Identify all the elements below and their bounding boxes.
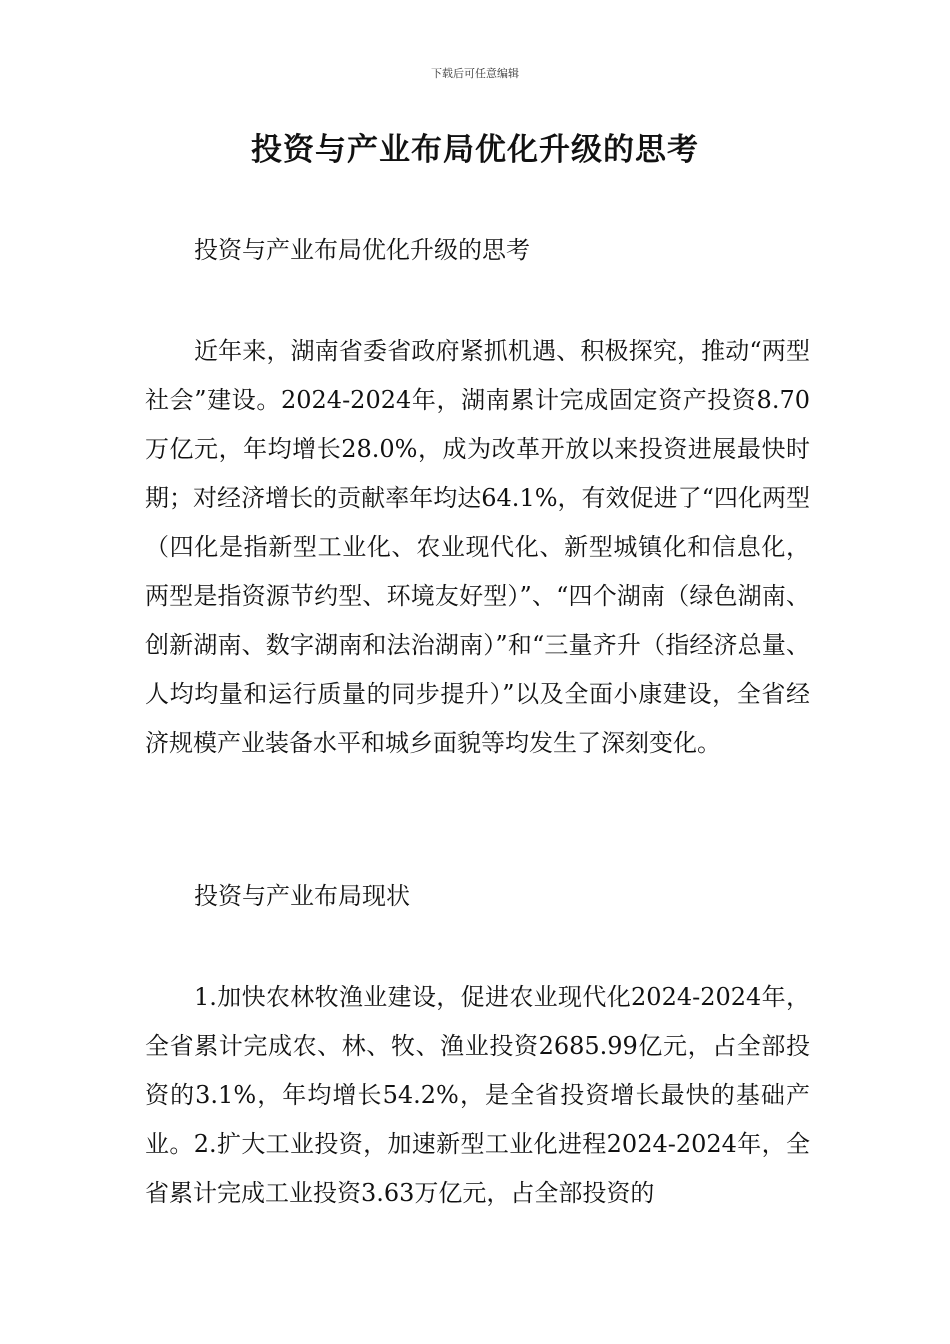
- section-heading: 投资与产业布局现状: [194, 882, 410, 910]
- header-note: 下载后可任意编辑: [431, 67, 519, 80]
- section-paragraph: 1.加快农林牧渔业建设，促进农业现代化2024-2024年，全省累计完成农、林、牧、渔业投资2685.99亿元，占全部投资的3.1%，年均增长54.2%，是全省投资增长最快的基础产业。2.扩大工业投资，加速新型工业化进程2024-2024年，全省累计完成工业投资3.63万亿元，占全部投资的: [145, 983, 810, 1207]
- intro-paragraph: 近年来，湖南省委省政府紧抓机遇、积极探究，推动“两型社会”建设。2024-2024年，湖南累计完成固定资产投资8.70万亿元，年均增长28.0%，成为改革开放以来投资进展最快时期；对经济增长的贡献率年均达64.1%，有效促进了“四化两型（四化是指新型工业化、农业现代化、新型城镇化和信息化，两型是指资源节约型、环境友好型）”、“四个湖南（绿色湖南、创新湖南、数字湖南和法治湖南）”和“三量齐升（指经济总量、人均均量和运行质量的同步提升）”以及全面小康建设，全省经济规模产业装备水平和城乡面貌等均发生了深刻变化。: [145, 337, 810, 757]
- subtitle-paragraph: 投资与产业布局优化升级的思考: [194, 236, 530, 264]
- document-title: 投资与产业布局优化升级的思考: [251, 132, 699, 168]
